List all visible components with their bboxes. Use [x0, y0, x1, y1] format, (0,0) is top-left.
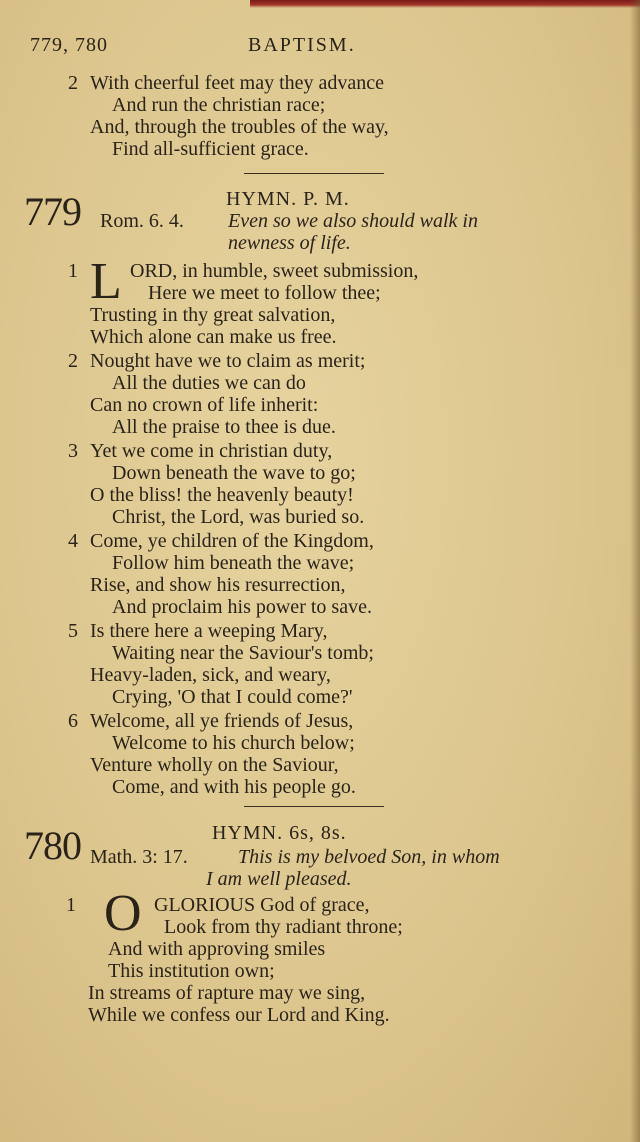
verse-line: This institution own;	[108, 960, 275, 982]
verse-number: 2	[68, 350, 78, 372]
verse-line: All the duties we can do	[112, 372, 306, 394]
verse-line: In streams of rapture may we sing,	[88, 982, 366, 1004]
verse-line: Yet we come in christian duty,	[90, 440, 333, 462]
verse-line: With cheerful feet may they advance	[90, 72, 385, 94]
section-title: BAPTISM.	[248, 34, 356, 56]
divider-rule	[244, 806, 384, 807]
verse-line: Here we meet to follow thee;	[148, 282, 381, 304]
verse-line: While we confess our Lord and King.	[88, 1004, 390, 1026]
verse-line: GLORIOUS God of grace,	[154, 894, 370, 916]
verse-line: Venture wholly on the Saviour,	[90, 754, 339, 776]
verse-line: Heavy-laden, sick, and weary,	[90, 664, 331, 686]
verse-line: Crying, 'O that I could come?'	[112, 686, 353, 708]
verse-line: Nought have we to claim as merit;	[90, 350, 366, 372]
verse-number: 3	[68, 440, 78, 462]
verse-line: Which alone can make us free.	[90, 326, 337, 348]
running-head	[30, 34, 610, 58]
scripture-text: newness of life.	[228, 232, 351, 254]
scripture-text: This is my belvoed Son, in whom	[238, 846, 500, 868]
verse-line: Trusting in thy great salvation,	[90, 304, 336, 326]
verse-line: And with approving smiles	[108, 938, 326, 960]
scripture-reference: Rom. 6. 4.	[100, 210, 184, 232]
scripture-text: Even so we also should walk in	[228, 210, 478, 232]
hymn-heading: HYMN. P. M.	[226, 188, 350, 210]
verse-line: Waiting near the Saviour's tomb;	[112, 642, 374, 664]
verse-line: Is there here a weeping Mary,	[90, 620, 328, 642]
verse-number: 1	[68, 260, 78, 282]
verse-number: 1	[66, 894, 76, 916]
verse-line: Come, ye children of the Kingdom,	[90, 530, 374, 552]
verse-line: And run the christian race;	[112, 94, 326, 116]
hymn-number: 779	[24, 189, 81, 234]
verse-line: Follow him beneath the wave;	[112, 552, 355, 574]
page-top-edge	[250, 0, 640, 8]
verse-line: Down beneath the wave to go;	[112, 462, 356, 484]
verse-line: Welcome to his church below;	[112, 732, 355, 754]
scripture-text: I am well pleased.	[206, 868, 352, 890]
verse-line: And proclaim his power to save.	[112, 596, 372, 618]
drop-cap: L	[90, 253, 122, 310]
verse-line: O the bliss! the heavenly beauty!	[90, 484, 354, 506]
hymn-number: 780	[24, 823, 81, 868]
verse-line: And, through the troubles of the way,	[90, 116, 389, 138]
scripture-reference: Math. 3: 17.	[90, 846, 188, 868]
verse-line: ORD, in humble, sweet submission,	[130, 260, 419, 282]
verse-number: 5	[68, 620, 78, 642]
verse-number: 4	[68, 530, 78, 552]
verse-number: 6	[68, 710, 78, 732]
verse-line: All the praise to thee is due.	[112, 416, 336, 438]
verse-line: Can no crown of life inherit:	[90, 394, 319, 416]
verse-line: Christ, the Lord, was buried so.	[112, 506, 365, 528]
verse-line: Welcome, all ye friends of Jesus,	[90, 710, 354, 732]
page-numbers: 779, 780	[30, 34, 108, 56]
verse-line: Find all-sufficient grace.	[112, 138, 309, 160]
page-right-edge	[630, 0, 640, 1142]
verse-number: 2	[68, 72, 78, 94]
drop-cap: O	[104, 885, 142, 942]
verse-line: Come, and with his people go.	[112, 776, 356, 798]
verse-line: Look from thy radiant throne;	[164, 916, 403, 938]
verse-line: Rise, and show his resurrection,	[90, 574, 346, 596]
hymn-heading: HYMN. 6s, 8s.	[212, 822, 347, 844]
divider-rule	[244, 173, 384, 174]
